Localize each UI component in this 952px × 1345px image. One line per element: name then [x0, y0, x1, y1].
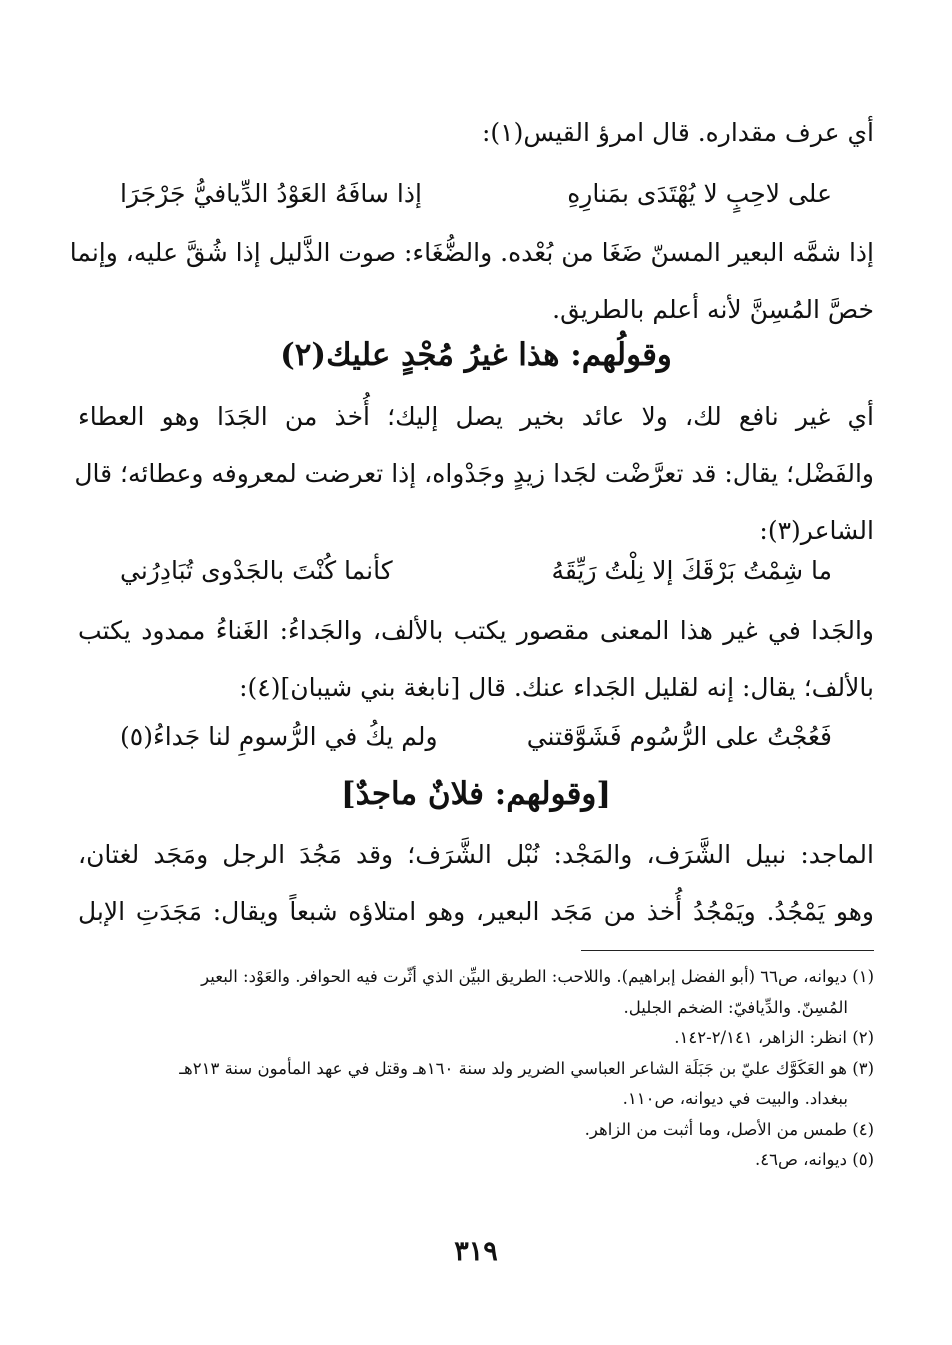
- text-line: وهو يَمْجُدُ. ويَمْجُدُ أُخذ من مَجَد البعير، وهو امتلاؤه شبعاً ويقال: مَجَدَتِ الإبل: [78, 897, 874, 926]
- text-line: أي عرف مقداره. قال امرؤ القيس(١):: [481, 118, 874, 147]
- text-line: الماجد: نبيل الشَّرَف، والمَجْد: نُبْل الشَّرَف؛ وقد مَجُدَ الرجل ومَجَد لغتان،: [78, 840, 874, 869]
- footnote-separator: [581, 950, 874, 951]
- paragraph-intro: [78, 104, 874, 161]
- footnote: [78, 1145, 874, 1176]
- text-line: خصَّ المُسِنَّ لأنه أعلم بالطريق.: [552, 295, 874, 324]
- verse-first-hemistich: ما شِمْتُ بَرْقَكَ إلا نِلْتُ رَيِّقَهُ: [551, 556, 832, 585]
- footnote-text: المُسِنّ. والدِّيافيّ: الضخم الجليل.: [623, 997, 848, 1017]
- verse-line: [120, 708, 832, 765]
- paragraph-body: [78, 826, 874, 940]
- footnote: [78, 1054, 874, 1115]
- paragraph-body: [78, 602, 874, 716]
- text-line: الشاعر(٣):: [759, 516, 874, 545]
- footnote-number: (٣): [852, 1058, 874, 1078]
- footnote-number: (٤): [852, 1119, 874, 1139]
- footnote-number: (٢): [852, 1028, 874, 1047]
- footnote-text: هو العَكَوَّك عليّ بن جَبَلَة الشاعر العباسي الضرير ولد سنة ١٦٠هـ وقتل في عهد المأمون سنة ٢١٣هـ: [179, 1058, 847, 1078]
- footnote: [78, 1115, 874, 1146]
- text-line: إذا شمَّه البعير المسنّ ضَغَا من بُعْده. والضُّغَاء: صوت الذَّليل إذا شُقَّ عليه، وإنما: [69, 238, 874, 267]
- section-heading: وقولُهم: هذا غيرُ مُجْدٍ عليك(٢): [280, 337, 672, 373]
- footnote-text: انظر: الزاهر، ٢/١٤١-١٤٢.: [674, 1028, 847, 1047]
- footnote-text: ببغداد. والبيت في ديوانه، ص١١٠.: [622, 1089, 848, 1108]
- footnotes: [78, 962, 874, 1176]
- verse-line: [120, 165, 832, 222]
- verse-line: [120, 542, 832, 599]
- text-line: بالألف؛ يقال: إنه لقليل الجَداء عنك. قال [نابغة بني شيبان](٤):: [239, 673, 874, 702]
- paragraph-body: [74, 388, 874, 559]
- verse-first-hemistich: فَعُجْتُ على الرُّسُوم فَشَوَّقتني: [526, 722, 832, 751]
- footnote-number: (٥): [852, 1150, 874, 1169]
- text-line: والجَدا في غير هذا المعنى مقصور يكتب بالألف، والجَداءُ: الغَناءُ ممدود يكتب: [78, 616, 874, 645]
- footnote: [78, 1023, 874, 1054]
- paragraph-explanation: [69, 224, 874, 338]
- text-line: والفَضْل؛ يقال: قد تعرَّضْت لجَدا زيدٍ وجَدْواه، إذا تعرضت لمعروفه وعطائه؛ قال: [74, 459, 874, 488]
- footnote-number: (١): [852, 967, 874, 986]
- verse-first-hemistich: على لاحِبٍ لا يُهْتَدَى بمَنارِهِ: [567, 179, 832, 208]
- footnote-text: ديوانه، ص٦٦ (أبو الفضل إبراهيم). واللاحب: الطريق البيِّن الذي أثّرت فيه الحوافر. والعَوْد: البعير: [201, 967, 847, 986]
- page-number: ٣١٩: [454, 1236, 498, 1267]
- footnote-text: طمس من الأصل، وما أثبت من الزاهر.: [584, 1119, 847, 1139]
- footnote-text: ديوانه، ص٤٦.: [755, 1150, 847, 1169]
- text-line: أي غير نافع لك، ولا عائد بخير يصل إليك؛ أُخذ من الجَدَا وهو العطاء: [78, 402, 874, 431]
- verse-second-hemistich: إذا سافَهُ العَوْدُ الدِّيافيُّ جَرْجَرَا: [120, 179, 422, 208]
- section-heading: [وقولهم: فلانٌ ماجدٌ]: [340, 776, 612, 812]
- footnote: [78, 962, 874, 1023]
- verse-second-hemistich: كأنما كُنْتَ بالجَدْوى تُبَادِرُني: [120, 556, 393, 585]
- verse-second-hemistich: ولم يكُ في الرُّسومِ لنا جَداءُ(٥): [120, 722, 438, 751]
